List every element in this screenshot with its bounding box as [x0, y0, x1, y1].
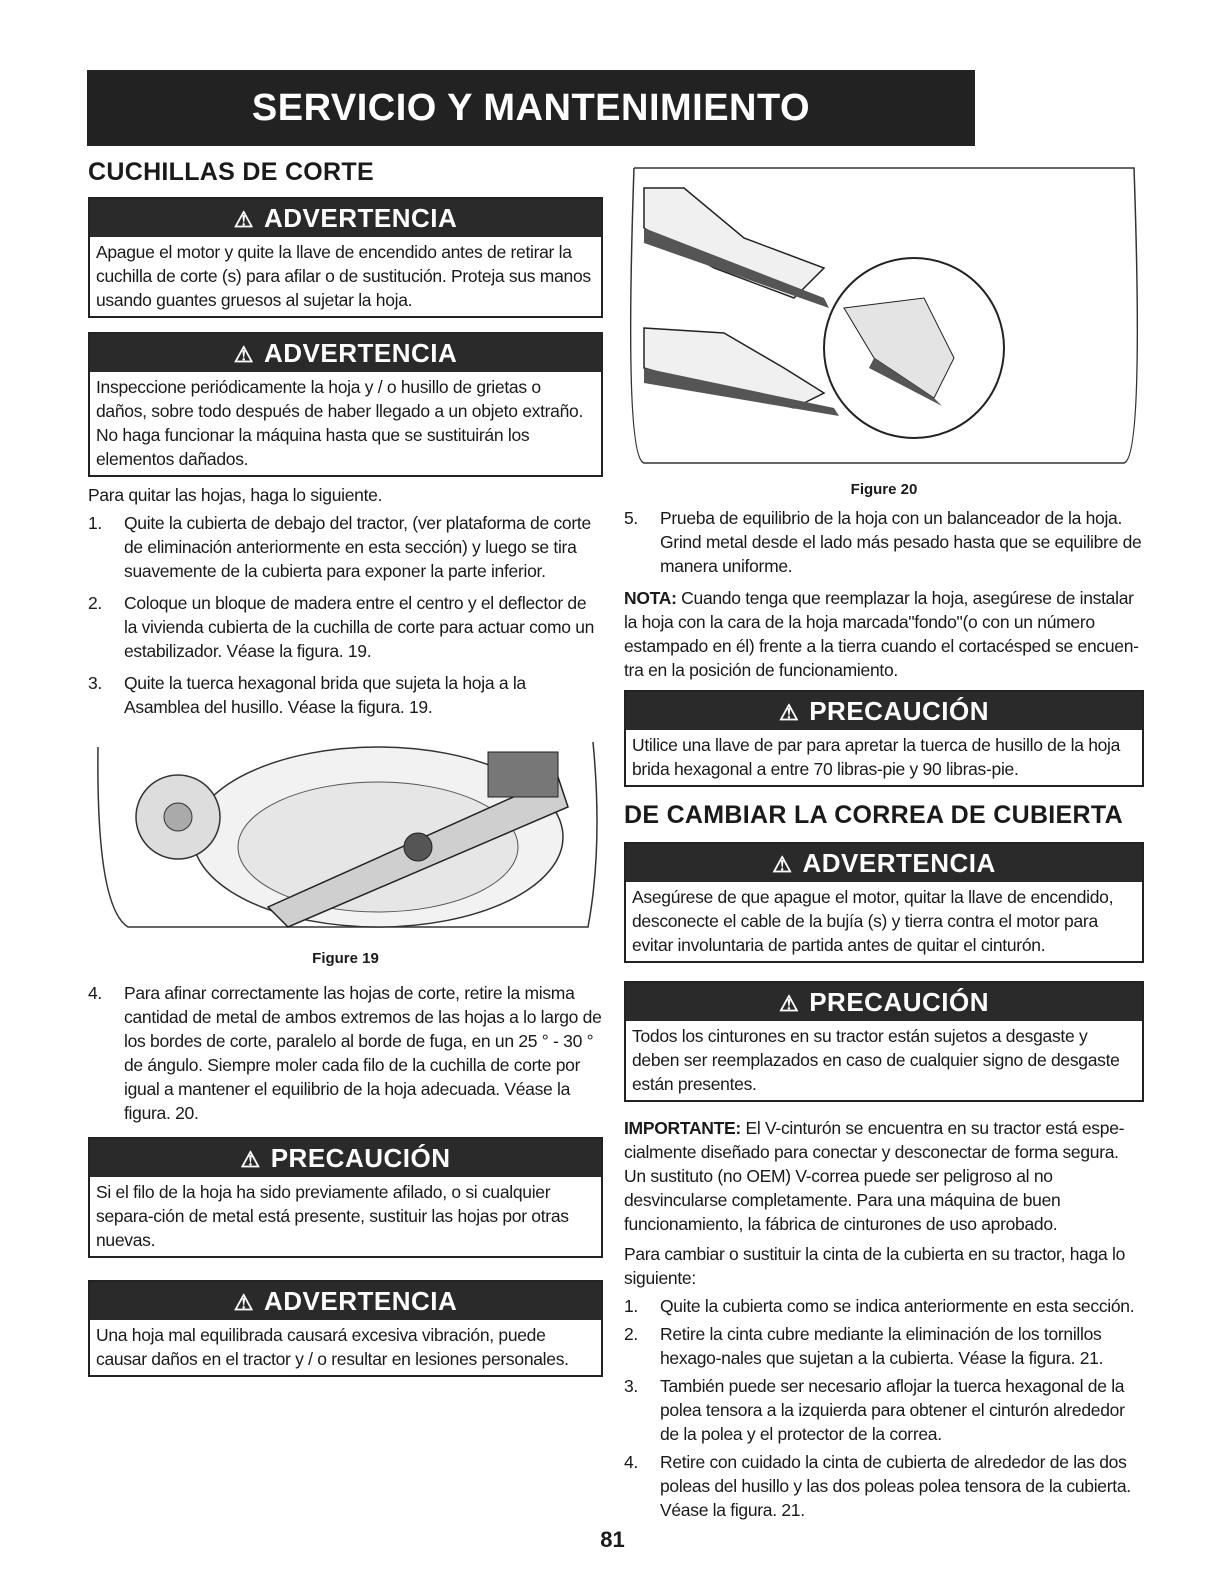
left-column	[88, 158, 603, 1377]
steps-list	[624, 506, 1144, 578]
caution-box-1	[88, 1137, 603, 1258]
warning-box-2	[88, 332, 603, 477]
list-item: 1. Quite la cubierta de debajo del tractor, (ver plataforma de corte de eliminación anteriormente en esta sección) y luego se tira suavemente de la cubierta para exponer la parte inferior.	[88, 513, 591, 581]
warning-label: ADVERTENCIA	[263, 338, 458, 368]
caution-label: PRECAUCIÓN	[809, 987, 990, 1017]
page-header: SERVICIO Y MANTENIMIENTO	[87, 70, 975, 146]
warning-text: Apague el motor y quite la llave de encendido antes de retirar la cuchilla de corte (s) para afilar o de sustitución. Proteja sus manos usando guantes gruesos al sujetar la hoja.	[96, 242, 591, 310]
warning-label: ADVERTENCIA	[263, 203, 458, 233]
list-item: 1. Quite la cubierta como se indica anteriormente en esta sección.	[624, 1296, 1135, 1316]
list-item: 3. Quite la tuerca hexagonal brida que sujeta la hoja a la Asamblea del husillo. Véase la figura. 19.	[88, 673, 526, 717]
warning-box-1	[88, 197, 603, 318]
list-item: 3. También puede ser necesario aflojar la tuerca hexagonal de la polea tensora a la izquierda para obtener el cinturón alrededor de la polea y el protector de la correa.	[624, 1376, 1125, 1444]
caution-box-2	[624, 690, 1144, 787]
steps-list	[88, 511, 603, 719]
important-label: IMPORTANTE:	[624, 1118, 741, 1138]
list-item: 2. Coloque un bloque de madera entre el centro y el deflector de la vivienda cubierta de la cuchilla de corte para actuar como un estabilizador. Véase la figura. 19.	[88, 593, 595, 661]
steps-list	[88, 981, 603, 1125]
warning-label: ADVERTENCIA	[802, 848, 996, 878]
right-column	[624, 158, 1144, 1526]
warning-box-4	[624, 842, 1144, 963]
warning-text: Asegúrese de que apague el motor, quitar la llave de encendido, desconecte el cable de la bujía (s) y tierra contra el motor para evitar involuntaria de partida antes de quitar el cinturón.	[632, 887, 1114, 955]
warning-triangle-icon: ⚠	[233, 1290, 254, 1315]
figure-caption: Figure 20	[850, 481, 918, 498]
warning-triangle-icon: ⚠	[778, 991, 800, 1016]
warning-triangle-icon: ⚠	[233, 207, 254, 232]
figure-20	[624, 158, 1144, 498]
warning-text: Inspeccione periódicamente la hoja y / o husillo de grietas o daños, sobre todo después de haber llegado a un objeto extraño. No haga funcionar la máquina hasta que se sustituirán los elementos dañados.	[96, 377, 584, 469]
blade-sharpening-illustration	[624, 158, 1144, 468]
steps-list	[624, 1294, 1144, 1522]
list-item: 5. Prueba de equilibrio de la hoja con un balanceador de la hoja. Grind metal desde el lado más pesado hasta que se equilibre de manera uniforme.	[624, 508, 1142, 576]
page-number: 81	[600, 1527, 625, 1552]
figure-caption: Figure 19	[312, 950, 379, 967]
warning-triangle-icon: ⚠	[233, 342, 254, 367]
figure-19	[88, 727, 603, 967]
section-title-blades: CUCHILLAS DE CORTE	[88, 158, 374, 186]
list-item: 4. Retire con cuidado la cinta de cubierta de alrededor de las dos poleas del husillo y las dos poleas polea tensora de la cubierta. Véase la figura. 21.	[624, 1452, 1131, 1520]
important-paragraph: IMPORTANTE: El V-cinturón se encuentra en su tractor está espe-cialmente diseñado para conectar y desconectar de forma segura. Un sustituto (no OEM) V-correa puede ser peligroso al no desvincularse completamente. Para una máquina de buen funcionamiento, la fábrica de cinturones de uso aprobado.	[624, 1118, 1125, 1234]
note-paragraph: NOTA: Cuando tenga que reemplazar la hoja, asegúrese de instalar la hoja con la cara de la hoja marcada"fondo"(o con un número estampado en él) frente a la tierra cuando el cortacésped se encuen-tra en la posición de funcionamiento.	[624, 588, 1139, 680]
warning-triangle-icon: ⚠	[772, 852, 793, 877]
warning-triangle-icon: ⚠	[240, 1147, 261, 1172]
intro-text: Para cambiar o sustituir la cinta de la cubierta en su tractor, haga lo siguiente:	[624, 1244, 1126, 1288]
warning-text: Una hoja mal equilibrada causará excesiva vibración, puede causar daños en el tractor y / o resultar en lesiones personales.	[96, 1325, 569, 1369]
caution-label: PRECAUCIÓN	[270, 1143, 451, 1173]
mower-deck-illustration	[88, 727, 603, 937]
intro-text: Para quitar las hojas, haga lo siguiente.	[88, 485, 383, 505]
section-title-belt: DE CAMBIAR LA CORREA DE CUBIERTA	[624, 801, 1123, 829]
caution-text: Utilice una llave de par para apretar la tuerca de husillo de la hoja brida hexagonal a entre 70 libras-pie y 90 libras-pie.	[632, 735, 1121, 779]
note-label: NOTA:	[624, 588, 677, 608]
caution-label: PRECAUCIÓN	[809, 696, 990, 726]
warning-box-3	[88, 1280, 603, 1377]
caution-text: Si el filo de la hoja ha sido previamente afilado, o si cualquier separa-ción de metal está presente, sustituir las hojas por otras nuevas.	[96, 1182, 569, 1250]
warning-label: ADVERTENCIA	[263, 1286, 458, 1316]
warning-triangle-icon: ⚠	[778, 700, 800, 725]
caution-box-3	[624, 981, 1144, 1102]
list-item: 2. Retire la cinta cubre mediante la eliminación de los tornillos hexago-nales que sujetan a la cubierta. Véase la figura. 21.	[624, 1324, 1104, 1368]
caution-text: Todos los cinturones en su tractor están sujetos a desgaste y deben ser reemplazados en caso de cualquier signo de desgaste están presentes.	[632, 1026, 1120, 1094]
list-item: 4. Para afinar correctamente las hojas de corte, retire la misma cantidad de metal de ambos extremos de las hojas a lo largo de los bordes de corte, paralelo al borde de fuga, en un 25 ° - 30 ° de ángulo. Siempre moler cada filo de la cuchilla de corte por igual a mantener el equilibrio de la hoja adecuada. Véase la figura. 20.	[88, 983, 602, 1123]
